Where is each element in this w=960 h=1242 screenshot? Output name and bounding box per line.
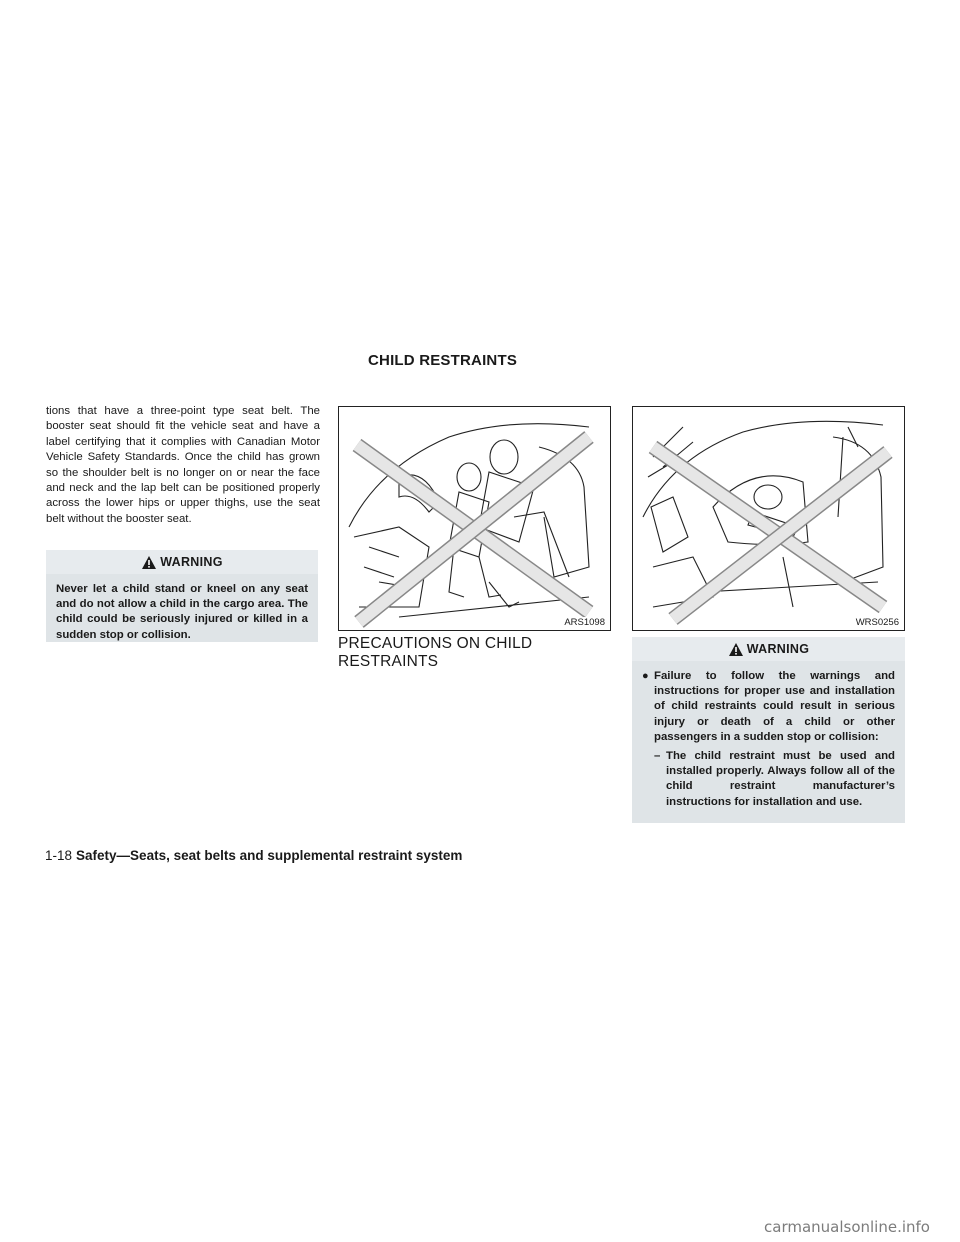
warning-box-cargo xyxy=(46,550,318,642)
section-heading: CHILD RESTRAINTS xyxy=(368,352,518,369)
dash-icon: – xyxy=(654,750,661,763)
page-number: 1-18 xyxy=(45,848,73,863)
warning-title: WARNING xyxy=(160,555,223,569)
list-item xyxy=(642,669,895,745)
figure-infant-seat xyxy=(632,406,905,631)
warning-header xyxy=(632,637,905,661)
figure-illustration xyxy=(339,407,610,630)
warning-text: Never let a child stand or kneel on any seat and do not allow a child in the cargo area. The child could be seriously injured or killed in a sudden stop or collision. xyxy=(56,583,308,641)
warning-text xyxy=(632,661,905,816)
bullet-icon: ● xyxy=(642,670,649,682)
watermark: carmanualsonline.info xyxy=(764,1218,930,1236)
x-cross-icon xyxy=(653,447,888,619)
warning-title: WARNING xyxy=(746,642,810,656)
list-item xyxy=(642,749,895,810)
dash-text: The child restraint must be used and installed properly. Always follow all of the child restraint manufacturer’s instructions for installation and use. xyxy=(666,750,895,808)
sub-heading: PRECAUTIONS ON CHILD RESTRAINTS xyxy=(338,635,533,670)
x-cross-icon xyxy=(357,437,589,622)
warning-box-precautions xyxy=(632,637,905,823)
body-paragraph: tions that have a three-point type seat belt. The booster seat should fit the vehicle seat and have a label certifying that it complies with Canadian Motor Vehicle Safety Standards. Once the child has grown so the shoulder belt is no longer on or near the face and neck and the lap belt can be positioned properly across the lower hips or upper thighs, use the seat belt without the booster seat. xyxy=(46,405,320,525)
figure-code: WRS0256 xyxy=(855,617,899,628)
warning-triangle-icon xyxy=(141,555,157,570)
figure-illustration xyxy=(633,407,904,630)
bullet-text: Failure to follow the warnings and instructions for proper use and installation of child restraints could result in serious injury or death of a child or other passengers in a sudden stop or collision: xyxy=(654,670,895,743)
footer-title: Safety—Seats, seat belts and supplemental restraint system xyxy=(76,848,463,863)
warning-header xyxy=(46,550,318,574)
figure-code: ARS1098 xyxy=(564,617,605,628)
warning-triangle-icon xyxy=(728,642,744,657)
figure-child-standing xyxy=(338,406,611,631)
page-footer xyxy=(45,848,462,863)
